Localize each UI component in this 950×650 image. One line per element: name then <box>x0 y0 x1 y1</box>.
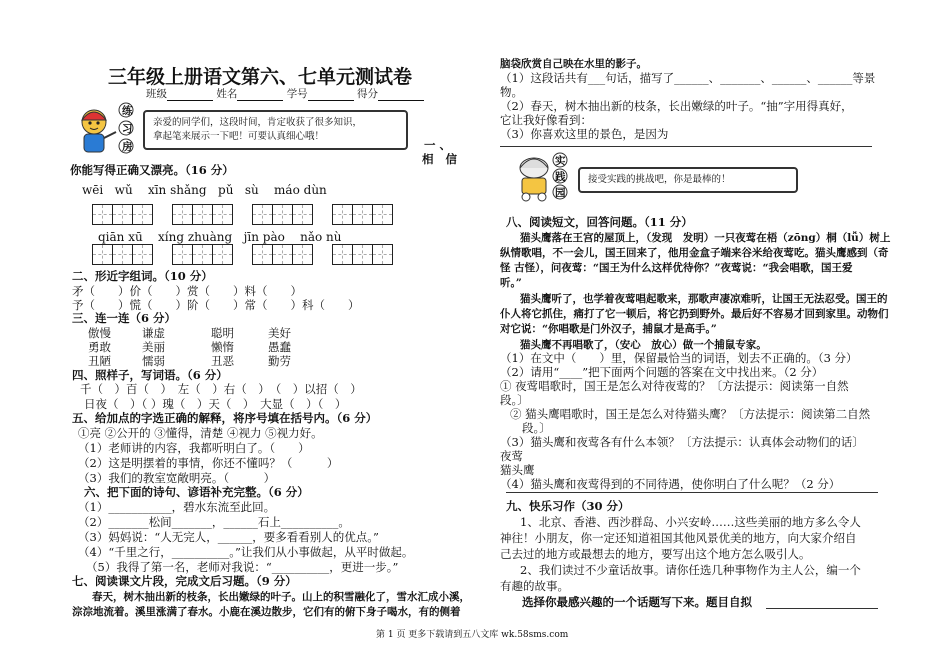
section-8-q3-b: 猫头鹰 <box>500 463 535 477</box>
score-label: 得分 <box>357 88 379 100</box>
id-blank[interactable] <box>308 100 354 101</box>
section-9-title: 九、快乐习作（30 分） <box>506 499 630 513</box>
match-word: 谦虚 <box>142 326 165 340</box>
pinyin-row-1 <box>82 183 327 197</box>
pinyin: xū <box>128 230 143 244</box>
section-6-item: （1）___________，碧水东流至此回。 <box>78 500 276 514</box>
section-2-row: 矛（ ）价（ ）赏（ ）料（ ） <box>72 284 302 298</box>
section-8-q3-a: 夜莺 <box>500 449 523 463</box>
pinyin: nǎo <box>300 230 323 244</box>
student-info-line <box>146 86 424 101</box>
name-label: 姓名 <box>216 88 238 100</box>
mascot-tag-2: 习 <box>122 123 133 135</box>
writing-grid[interactable] <box>172 204 232 225</box>
section-5-item: （3）我们的教室宽敞明亮。（ ） <box>78 471 276 485</box>
section-8-q2b-cont: 段。〕 <box>522 421 551 435</box>
mascot-tag-3: 房 <box>122 141 133 153</box>
pinyin: jīn <box>243 230 259 244</box>
writing-grid[interactable] <box>252 244 312 265</box>
passage-line: 春天，树木抽出新的枝条，长出嫩绿的叶子。山上的积雪融化了，雪水汇成小溪， <box>92 591 470 603</box>
pinyin-row-2 <box>98 230 342 244</box>
section-8-q2a-cont: 段。〕 <box>500 393 529 407</box>
pinyin: dùn <box>303 183 327 197</box>
section-5-options: ①亮 ②公开的 ③懂得，清楚 ④视力 ⑤视力好。 <box>78 426 323 440</box>
pinyin: pào <box>262 230 285 244</box>
section-8-q2: （2）请用“____”把下面两个问题的答案在文中找出来。（2 分） <box>500 365 824 379</box>
pinyin: nù <box>326 230 342 244</box>
section-4-title: 四、照样子，写词语。（6 分） <box>72 368 228 382</box>
section-7-q2: （2）春天，树木抽出新的枝条，长出嫩绿的叶子。“抽”字用得真好， <box>500 99 853 113</box>
writing-grid[interactable] <box>172 244 232 265</box>
section-3-title: 三、连一连（6 分） <box>72 311 177 325</box>
section-7-q3: （3）你喜欢这里的景色，是因为 <box>500 127 669 141</box>
section-1-side: 相 信 <box>422 152 462 166</box>
passage-line: 对它说：“你唱歌是门外汉子，捕鼠才是高手。” <box>500 323 717 335</box>
section-7-title: 七、阅读课文片段，完成文后习题。（9 分） <box>72 574 297 588</box>
passage-line: 猫头鹰不再唱歌了，（安心 放心）做一个捕鼠专家。 <box>520 339 767 351</box>
match-word: 美好 <box>268 326 291 340</box>
writing-grid[interactable] <box>92 244 152 265</box>
passage-line: 淙淙地流着。溪里涨满了春水。小鹿在溪边散步，它们有的俯下身子喝水，有的侧着 <box>72 606 461 618</box>
pinyin: sù <box>244 183 259 197</box>
answer-line[interactable] <box>500 146 872 147</box>
section-6-title: 六、把下面的诗句、谚语补充完整。（6 分） <box>84 485 309 499</box>
section-5-item: （1）老师讲的内容，我都听明白了。（ ） <box>78 441 310 455</box>
essay-prompt-line: 己去过的地方或最想去的地方，要写出这个地方怎么吸引人。 <box>500 547 811 561</box>
match-word: 傲慢 <box>88 326 111 340</box>
match-word: 勤劳 <box>268 354 291 368</box>
mascot2-tag-3: 园 <box>555 187 566 199</box>
section-5-title: 五、给加点的字选正确的解释，将序号填在括号内。（6 分） <box>72 411 378 425</box>
mascot2-tag-2: 践 <box>555 171 566 183</box>
mascot2-tag-1: 实 <box>555 155 566 167</box>
match-word: 丑恶 <box>211 354 234 368</box>
section-4-row: 千（ ）百（ ） 左（ ）右（ ） （ ）以招（ ） <box>80 382 362 396</box>
match-word: 愚蠢 <box>268 340 291 354</box>
section-6-item: （4）“千里之行，__________。”让我们从小事做起，从平时做起。 <box>78 545 414 559</box>
section-1-number: 一 、 <box>424 138 452 152</box>
section-2-row: 予（ ）慌（ ）阶（ ）常（ ）科（ ） <box>72 298 360 312</box>
passage-line: 纵情歌唱，不一会儿，国王回来了，他用金盒子端来谷米给夜莺吃。猫头鹰感到（奇 <box>500 247 889 259</box>
match-word: 懦弱 <box>142 354 165 368</box>
class-blank[interactable] <box>167 100 213 101</box>
pinyin: xīn <box>147 183 167 197</box>
bubble-line-1: 亲爱的同学们，这段时间，肯定收获了很多知识， <box>153 117 363 128</box>
name-blank[interactable] <box>237 100 283 101</box>
pinyin: wēi <box>82 183 104 197</box>
pinyin: zhuàng <box>187 230 233 244</box>
class-label: 班级 <box>146 88 167 100</box>
pinyin: pǔ <box>218 183 234 197</box>
section-2-title: 二、形近字组词。（10 分） <box>72 269 213 283</box>
id-label: 学号 <box>286 88 308 100</box>
score-blank[interactable] <box>378 100 424 101</box>
section-5-item: （2）这是明摆着的事情，你还不懂吗？（ ） <box>78 456 339 470</box>
section-8-q3: （3）猫头鹰和夜莺各有什么本领？〔方法提示：认真体会动物们的话〕 <box>500 435 864 449</box>
section-1-title: 你能写得正确又漂亮。（16 分） <box>70 163 234 177</box>
passage-line: 猫头鹰落在王宫的屋顶上，（发现 发明）一只夜莺在梧（zōng）桐（lǚ）树上 <box>520 232 891 244</box>
match-word: 美丽 <box>142 340 165 354</box>
section-4-row: 日夜（ ）（ ）瑰（ ）天（ ） 大显（ ）（ ） <box>84 397 347 411</box>
section-8-q2a: ① 夜莺唱歌时，国王是怎么对待夜莺的？〔方法提示：阅读第一自然 <box>500 379 849 393</box>
page-footer: 第 1 页 更多下载请到五八文库 wk.58sms.com <box>376 630 569 640</box>
writing-grid[interactable] <box>92 204 152 225</box>
section-6-item: （5）我得了第一名，老师对我说：“__________，更进一步。” <box>86 560 399 574</box>
essay-prompt-line: 神往！小朋友，你一定还知道祖国其他风景优美的地方，向大家介绍自 <box>500 531 857 545</box>
pinyin: qiān <box>98 230 125 244</box>
mascot2-speech-bubble: 接受实践的挑战吧，你是最棒的！ <box>578 167 798 193</box>
match-word: 懒惰 <box>211 340 234 354</box>
section-8-title: 八、阅读短文，回答问题。（11 分） <box>506 215 693 229</box>
writing-grid[interactable] <box>332 244 392 265</box>
essay-instruction: 选择你最感兴趣的一个话题写下来。题目自拟 <box>522 595 752 609</box>
pinyin: xíng <box>158 230 185 244</box>
essay-prompt-line: 有趣的故事。 <box>500 579 569 593</box>
section-7-q2-cont: 它让我好像看到： <box>500 113 592 127</box>
match-word: 勇敢 <box>88 340 111 354</box>
section-8-q2b: ② 猫头鹰唱歌时，国王是怎么对待猫头鹰？〔方法提示：阅读第二自然 <box>510 407 871 421</box>
section-6-item: （2）_______松间_______，______石上__________。 <box>78 515 350 529</box>
match-word: 丑陋 <box>88 354 111 368</box>
answer-line[interactable] <box>506 492 878 493</box>
essay-prompt-line: 2、我们读过不少童话故事。请你任选几种事物作为主人公，编一个 <box>520 563 861 577</box>
bubble-line-2: 拿起笔来展示一下吧！可要认真细心哦！ <box>153 131 325 142</box>
pinyin: shǎng <box>170 183 207 197</box>
passage-line: 猫头鹰听了，也学着夜莺唱起歌来，那歌声凄凉难听，让国王无法忍受。国王的 <box>520 293 888 305</box>
essay-prompt-line: 1、北京、香港、西沙群岛、小兴安岭……这些美丽的地方多么令人 <box>520 515 861 529</box>
passage-line: 仆人将它抓住，痛打了它一顿后，将它扔到野外。最后好不容易才回到家里。动物们 <box>500 308 889 320</box>
writing-grid[interactable] <box>332 204 392 225</box>
section-8-q4: （4）猫头鹰和夜莺得到的不同待遇，使你明白了什么呢？（2 分） <box>500 477 841 491</box>
mascot-speech-bubble <box>143 110 408 150</box>
mascot-tag-1: 练 <box>122 105 133 117</box>
pinyin: wǔ <box>114 183 133 197</box>
page-title: 三年级上册语文第六、七单元测试卷 <box>108 66 413 88</box>
section-8-q1: （1）在文中（ ）里，保留最恰当的词语，划去不正确的。（3 分） <box>500 351 858 365</box>
match-word: 聪明 <box>211 326 234 340</box>
section-7-q1-cont: 物。 <box>500 85 523 99</box>
section-6-item: （3）妈妈说：“人无完人，______，要多看看别人的优点。” <box>78 530 379 544</box>
passage-line: 怪 古怪），问夜莺：“国王为什么这样优待你？”夜莺说：“我会唱歌，国王爱 <box>500 262 853 274</box>
passage-line: 脑袋欣赏自己映在水里的影子。 <box>500 58 647 70</box>
writing-grid[interactable] <box>252 204 312 225</box>
essay-title-line[interactable] <box>766 608 878 609</box>
pinyin: máo <box>274 183 300 197</box>
passage-line: 听。” <box>500 277 522 289</box>
section-7-q1: （1）这段话共有___句话，描写了______、_______、______、______等景 <box>500 71 876 85</box>
